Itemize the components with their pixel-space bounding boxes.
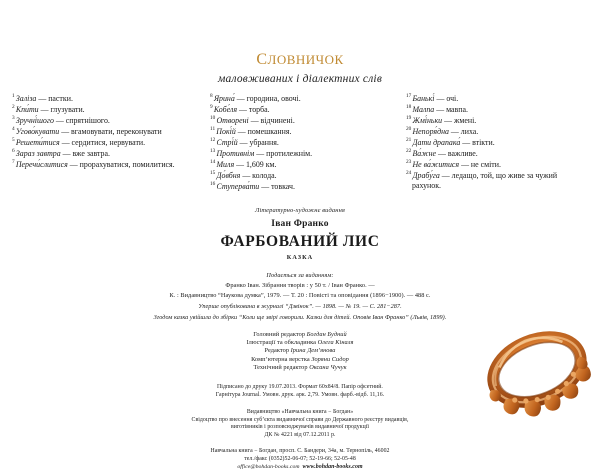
credits-block — [0, 331, 600, 372]
glossary-entry — [406, 171, 584, 192]
publisher-registry-number: ДК № 4221 від 07.12.2011 р. — [264, 432, 336, 439]
entry-definition: — 1,609 км. — [236, 159, 277, 169]
entry-term: Отворені — [216, 115, 249, 125]
entry-number: 5 — [12, 137, 15, 144]
entry-definition: — помешкання. — [237, 126, 292, 136]
entry-number: 1 — [12, 93, 15, 100]
entry-definition: — сердитися, нервувати. — [61, 137, 146, 147]
entry-definition: — прорахуватися, помилитися. — [69, 159, 175, 169]
contact-email[interactable]: office@bohdan-books.com — [237, 463, 300, 470]
entry-number: 19 — [406, 115, 412, 122]
publisher-registry-line-2: виготівників і розповсюджувачів видавничої продукції — [230, 424, 370, 431]
entry-definition: — мавпа. — [436, 104, 468, 114]
glossary-entry — [406, 149, 584, 160]
entry-term: Перечи́слитися — [15, 159, 68, 169]
entry-number: 16 — [210, 181, 216, 188]
credit-person: Богдан Будний — [306, 330, 347, 338]
entry-definition: — убрання. — [239, 137, 279, 147]
glossary-entry — [210, 182, 392, 193]
entry-definition: — спрятнішого. — [55, 115, 110, 125]
entry-definition: — жмені. — [444, 115, 477, 125]
entry-term: Жмі́ньки — [412, 115, 443, 125]
glossary-entry — [406, 127, 584, 138]
glossary-entry — [210, 116, 392, 127]
glossary-header — [0, 0, 600, 85]
glossary-entry — [406, 138, 584, 149]
credit-role: Головний редактор — [253, 330, 306, 338]
glossary-title: словничок — [256, 44, 344, 69]
entry-definition: — глузувати. — [40, 104, 85, 114]
source-line-2: К. : Видавництво “Наукова думка”, 1979. — Т. 20 : Повісті та оповідання (1896−1900). — 488 с. — [169, 291, 431, 299]
entry-term: Банькі́ — [412, 93, 435, 103]
glossary-entry — [210, 138, 392, 149]
glossary-entry — [12, 127, 200, 138]
entry-term: Покі́й — [216, 126, 236, 136]
glossary-entry — [406, 105, 584, 116]
entry-term: Ступерва́ти — [216, 181, 260, 191]
credit-person: Олега Кіналя — [317, 339, 354, 347]
glossary-entry — [210, 160, 392, 171]
entry-term: Кобе́ля — [213, 104, 238, 114]
publisher-registry-line-1: Свідоцтво про внесення суб’єкта видавничої справи до Державного реєстру видавців, — [191, 416, 409, 423]
entry-number: 12 — [210, 137, 216, 144]
glossary-entry — [210, 127, 392, 138]
book-title: ФАРБОВАНИЙ ЛИС — [220, 232, 380, 250]
credit-row — [0, 339, 600, 347]
glossary-column-3 — [396, 94, 588, 193]
entry-definition: — пастки. — [38, 93, 73, 103]
entry-definition: — втікти. — [462, 137, 495, 147]
credit-row — [0, 331, 600, 339]
entry-number: 15 — [210, 170, 216, 177]
entry-term: Ва́жне — [412, 148, 437, 158]
colophon-block — [0, 207, 600, 261]
glossary-entry — [12, 116, 200, 127]
entry-number: 21 — [406, 137, 412, 144]
glossary-entry — [12, 149, 200, 160]
entry-number: 17 — [406, 93, 412, 100]
glossary-entry — [12, 94, 200, 105]
entry-number: 4 — [12, 126, 15, 133]
entry-definition: — відчинені. — [250, 115, 295, 125]
contact-phone: тел./факс (0352)52-06-07; 52-19-66; 52-05-48 — [244, 455, 356, 462]
glossary-entry — [406, 94, 584, 105]
credit-person: Зоряни Сидор — [311, 355, 349, 363]
book-genre: КАЗКА — [286, 253, 314, 261]
entry-definition: — лиха. — [450, 126, 479, 136]
entry-term: Зручні́шого — [15, 115, 54, 125]
contact-block — [0, 448, 600, 471]
credit-person: Оксана Чучук — [309, 363, 347, 371]
source-edition-block — [0, 272, 600, 321]
entry-term: До́вбня — [216, 170, 241, 180]
entry-definition: — протилежнім. — [256, 148, 313, 158]
glossary-column-2 — [204, 94, 396, 193]
entry-number: 22 — [406, 148, 412, 155]
glossary-entry — [12, 160, 200, 171]
entry-term: Стрі́й — [216, 137, 238, 147]
entry-number: 13 — [210, 148, 216, 155]
publisher-name: Видавництво «Навчальна книга − Богдан» — [246, 408, 354, 415]
glossary-entry — [406, 160, 584, 171]
entry-term: Заліза — [15, 93, 37, 103]
entry-term: Зараз завтра — [15, 148, 61, 158]
entry-term: Угово́кувати — [15, 126, 60, 136]
entry-number: 7 — [12, 159, 15, 166]
glossary-entry — [12, 105, 200, 116]
entry-number: 8 — [210, 93, 213, 100]
glossary-entry — [210, 94, 392, 105]
entry-number: 2 — [12, 104, 15, 111]
entry-term: Дати драпака́ — [412, 137, 461, 147]
entry-number: 6 — [12, 148, 15, 155]
entry-definition: — не сміти. — [461, 159, 501, 169]
entry-term: Малпа — [412, 104, 435, 114]
entry-term: Непоря́дна — [412, 126, 449, 136]
glossary-entry — [12, 138, 200, 149]
entry-term: Кпи́ти — [15, 104, 39, 114]
entry-number: 24 — [406, 170, 412, 177]
glossary-entry — [210, 105, 392, 116]
glossary-column-1 — [12, 94, 204, 193]
author-name: Іван Франко — [271, 218, 329, 229]
source-lead: Подається за виданням: — [266, 271, 334, 279]
glossary-entry — [406, 116, 584, 127]
entry-number: 14 — [210, 159, 216, 166]
entry-number: 11 — [210, 126, 216, 133]
source-note-2: Згодом казка увійшла до збірки “Коли ще звірі говорили. Казки для дітей. Оповів Іван Франко” (Львів, 1899). — [153, 313, 447, 321]
entry-term: Решети́тися — [15, 137, 60, 147]
publisher-block — [0, 409, 600, 440]
glossary-columns — [0, 94, 600, 193]
print-details-block — [0, 384, 600, 400]
credit-row — [0, 356, 600, 364]
entry-number: 9 — [210, 104, 213, 111]
entry-number: 18 — [406, 104, 412, 111]
entry-number: 23 — [406, 159, 412, 166]
entry-term: Ярина́ — [213, 93, 235, 103]
print-line-1: Підписано до друку 19.07.2013. Формат 60х84/8. Папір офсетний. — [217, 384, 383, 391]
entry-definition: — ледащо, той, що живе за чужий рахунок. — [412, 170, 558, 191]
source-line-1: Франко Іван. Зібрання творів : у 50 т. / Іван Франко. — — [225, 281, 375, 289]
entry-term: Не ва́житися — [412, 159, 460, 169]
contact-website[interactable]: www.bohdan-books.com — [302, 463, 363, 470]
glossary-entry — [210, 149, 392, 160]
glossary-subtitle: маловживаних і діалектних слів — [217, 72, 383, 85]
entry-definition: — вгамовувати, переконувати — [61, 126, 162, 136]
contact-web-row — [0, 464, 600, 471]
entry-definition: — вже завтра. — [62, 148, 110, 158]
entry-definition: — торба. — [239, 104, 270, 114]
entry-number: 10 — [210, 115, 216, 122]
contact-address: Навчальна книга − Богдан, просп. С. Бандери, 34а, м. Тернопіль, 46002 — [210, 448, 390, 455]
credit-role: Редактор — [264, 347, 290, 355]
entry-number: 20 — [406, 126, 412, 133]
glossary-entry — [210, 171, 392, 182]
entry-definition: — очі. — [436, 93, 459, 103]
credit-row — [0, 364, 600, 372]
credit-row — [0, 347, 600, 355]
entry-term: Миля — [216, 159, 235, 169]
print-line-2: Гарнітура Journal. Умовн. друк. арк. 2,79. Умовн. фарб.-відб. 11,16. — [215, 392, 385, 399]
entry-definition: — городина, овочі. — [236, 93, 301, 103]
edition-kind: Літературно-художнє видання — [254, 206, 346, 214]
entry-term: Противнім — [216, 148, 255, 158]
entry-definition: — товкач. — [261, 181, 295, 191]
credit-role: Комп’ютерна верстка — [251, 355, 310, 363]
entry-number: 3 — [12, 115, 15, 122]
credit-role: Ілюстрації та обкладинка — [246, 339, 316, 347]
entry-term: Драбу́га — [412, 170, 440, 180]
credit-person: Ірина Дем’янова — [290, 347, 336, 355]
entry-definition: — колода. — [242, 170, 277, 180]
credit-role: Технічний редактор — [253, 363, 308, 371]
entry-definition: — важливе. — [438, 148, 478, 158]
source-note-1: Уперше опублікована в журналі “Дзвінок”. — 1898. — № 19. — С. 281−287. — [198, 302, 402, 310]
